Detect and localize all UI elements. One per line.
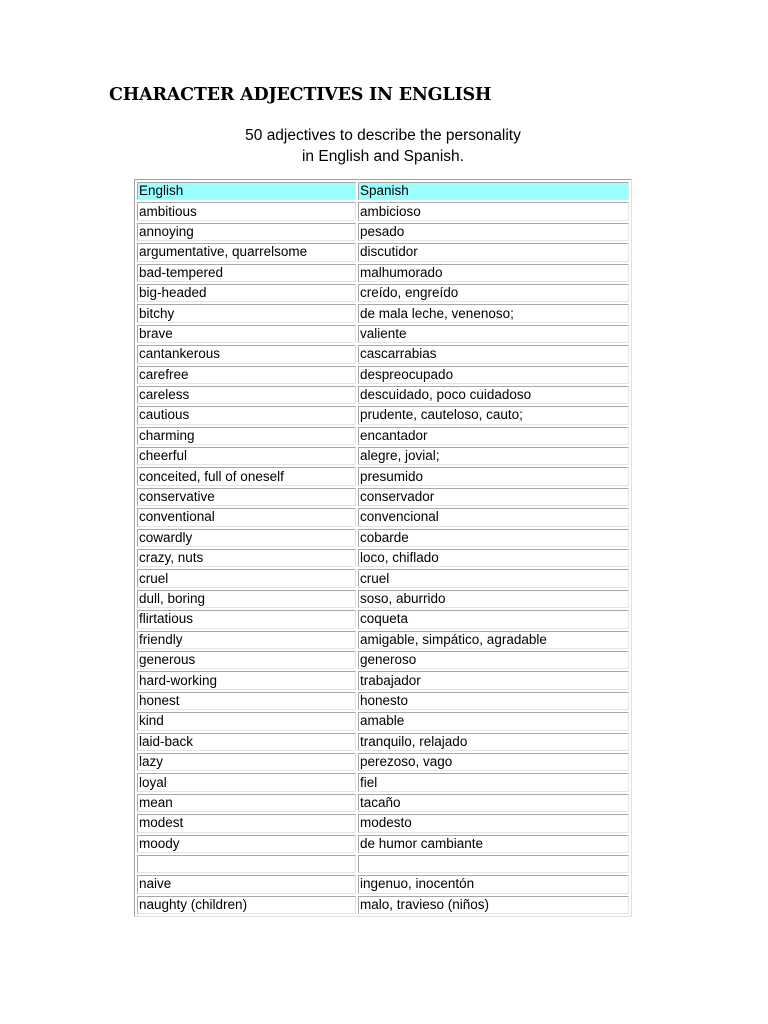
- spanish-cell: convencional: [358, 508, 629, 526]
- column-header-english: English: [137, 182, 356, 200]
- spanish-cell: ingenuo, inocentón: [358, 875, 629, 893]
- english-cell: brave: [137, 325, 356, 343]
- spanish-cell: soso, aburrido: [358, 590, 629, 608]
- spanish-cell: discutidor: [358, 243, 629, 261]
- table-row: [137, 325, 629, 343]
- english-cell: modest: [137, 814, 356, 832]
- english-cell: naive: [137, 875, 356, 893]
- english-cell: cheerful: [137, 447, 356, 465]
- english-cell: generous: [137, 651, 356, 669]
- english-cell: conventional: [137, 508, 356, 526]
- spanish-cell: amigable, simpático, agradable: [358, 631, 629, 649]
- table-row: [137, 284, 629, 302]
- table-row: [137, 447, 629, 465]
- spanish-cell: cruel: [358, 569, 629, 587]
- english-cell: lazy: [137, 753, 356, 771]
- spanish-cell: perezoso, vago: [358, 753, 629, 771]
- table-row: [137, 753, 629, 771]
- spanish-cell: tranquilo, relajado: [358, 733, 629, 751]
- english-cell: annoying: [137, 223, 356, 241]
- spanish-cell: pesado: [358, 223, 629, 241]
- spanish-cell: modesto: [358, 814, 629, 832]
- spanish-cell: presumido: [358, 467, 629, 485]
- table-row-blank: [137, 855, 629, 873]
- english-cell: moody: [137, 835, 356, 853]
- spanish-cell: loco, chiflado: [358, 549, 629, 567]
- table-row: [137, 671, 629, 689]
- table-row: [137, 529, 629, 547]
- spanish-cell: amable: [358, 712, 629, 730]
- table-row: [137, 814, 629, 832]
- spanish-cell: coqueta: [358, 610, 629, 628]
- english-cell: [137, 855, 356, 873]
- table-row: [137, 569, 629, 587]
- table-row: [137, 549, 629, 567]
- english-cell: mean: [137, 794, 356, 812]
- english-cell: big-headed: [137, 284, 356, 302]
- spanish-cell: tacaño: [358, 794, 629, 812]
- table-row: [137, 386, 629, 404]
- table-row: [137, 406, 629, 424]
- spanish-cell: conservador: [358, 488, 629, 506]
- table-row: [137, 243, 629, 261]
- english-cell: cantankerous: [137, 345, 356, 363]
- english-cell: careless: [137, 386, 356, 404]
- table-row: [137, 223, 629, 241]
- table-row: [137, 835, 629, 853]
- spanish-cell: creído, engreído: [358, 284, 629, 302]
- english-cell: flirtatious: [137, 610, 356, 628]
- english-cell: cruel: [137, 569, 356, 587]
- table-row: [137, 467, 629, 485]
- english-cell: bitchy: [137, 304, 356, 322]
- english-cell: argumentative, quarrelsome: [137, 243, 356, 261]
- english-cell: ambitious: [137, 202, 356, 220]
- english-cell: laid-back: [137, 733, 356, 751]
- english-cell: honest: [137, 692, 356, 710]
- spanish-cell: malo, travieso (niños): [358, 896, 629, 914]
- table-row: [137, 488, 629, 506]
- table-row: [137, 875, 629, 893]
- spanish-cell: ambicioso: [358, 202, 629, 220]
- table-row: [137, 508, 629, 526]
- table-row: [137, 304, 629, 322]
- english-cell: bad-tempered: [137, 264, 356, 282]
- table-row: [137, 610, 629, 628]
- spanish-cell: valiente: [358, 325, 629, 343]
- table-row: [137, 631, 629, 649]
- english-cell: crazy, nuts: [137, 549, 356, 567]
- table-row: [137, 896, 629, 914]
- table-row: [137, 427, 629, 445]
- table-row: [137, 264, 629, 282]
- english-cell: dull, boring: [137, 590, 356, 608]
- english-cell: kind: [137, 712, 356, 730]
- spanish-cell: generoso: [358, 651, 629, 669]
- spanish-cell: alegre, jovial;: [358, 447, 629, 465]
- table-row: [137, 773, 629, 791]
- table-row: [137, 692, 629, 710]
- spanish-cell: descuidado, poco cuidadoso: [358, 386, 629, 404]
- english-cell: carefree: [137, 366, 356, 384]
- spanish-cell: despreocupado: [358, 366, 629, 384]
- spanish-cell: [358, 855, 629, 873]
- spanish-cell: fiel: [358, 773, 629, 791]
- subtitle-line-2: in English and Spanish.: [301, 148, 464, 165]
- table-row: [137, 794, 629, 812]
- spanish-cell: cobarde: [358, 529, 629, 547]
- column-header-spanish: Spanish: [358, 182, 629, 200]
- english-cell: conceited, full of oneself: [137, 467, 356, 485]
- spanish-cell: encantador: [358, 427, 629, 445]
- table-row: [137, 733, 629, 751]
- english-cell: naughty (children): [137, 896, 356, 914]
- english-cell: cautious: [137, 406, 356, 424]
- vocabulary-table: [134, 179, 632, 917]
- spanish-cell: de humor cambiante: [358, 835, 629, 853]
- english-cell: hard-working: [137, 671, 356, 689]
- spanish-cell: honesto: [358, 692, 629, 710]
- english-cell: charming: [137, 427, 356, 445]
- spanish-cell: prudente, cauteloso, cauto;: [358, 406, 629, 424]
- spanish-cell: malhumorado: [358, 264, 629, 282]
- table-row: [137, 345, 629, 363]
- spanish-cell: cascarrabias: [358, 345, 629, 363]
- english-cell: conservative: [137, 488, 356, 506]
- vocabulary-table-body: [137, 182, 629, 914]
- table-header-row: [137, 182, 629, 200]
- table-row: [137, 712, 629, 730]
- table-row: [137, 651, 629, 669]
- page-title: CHARACTER ADJECTIVES IN ENGLISH: [109, 85, 492, 105]
- table-row: [137, 590, 629, 608]
- table-row: [137, 366, 629, 384]
- english-cell: friendly: [137, 631, 356, 649]
- spanish-cell: trabajador: [358, 671, 629, 689]
- english-cell: loyal: [137, 773, 356, 791]
- spanish-cell: de mala leche, venenoso;: [358, 304, 629, 322]
- subtitle-line-1: 50 adjectives to describe the personality: [245, 127, 521, 144]
- table-row: [137, 202, 629, 220]
- english-cell: cowardly: [137, 529, 356, 547]
